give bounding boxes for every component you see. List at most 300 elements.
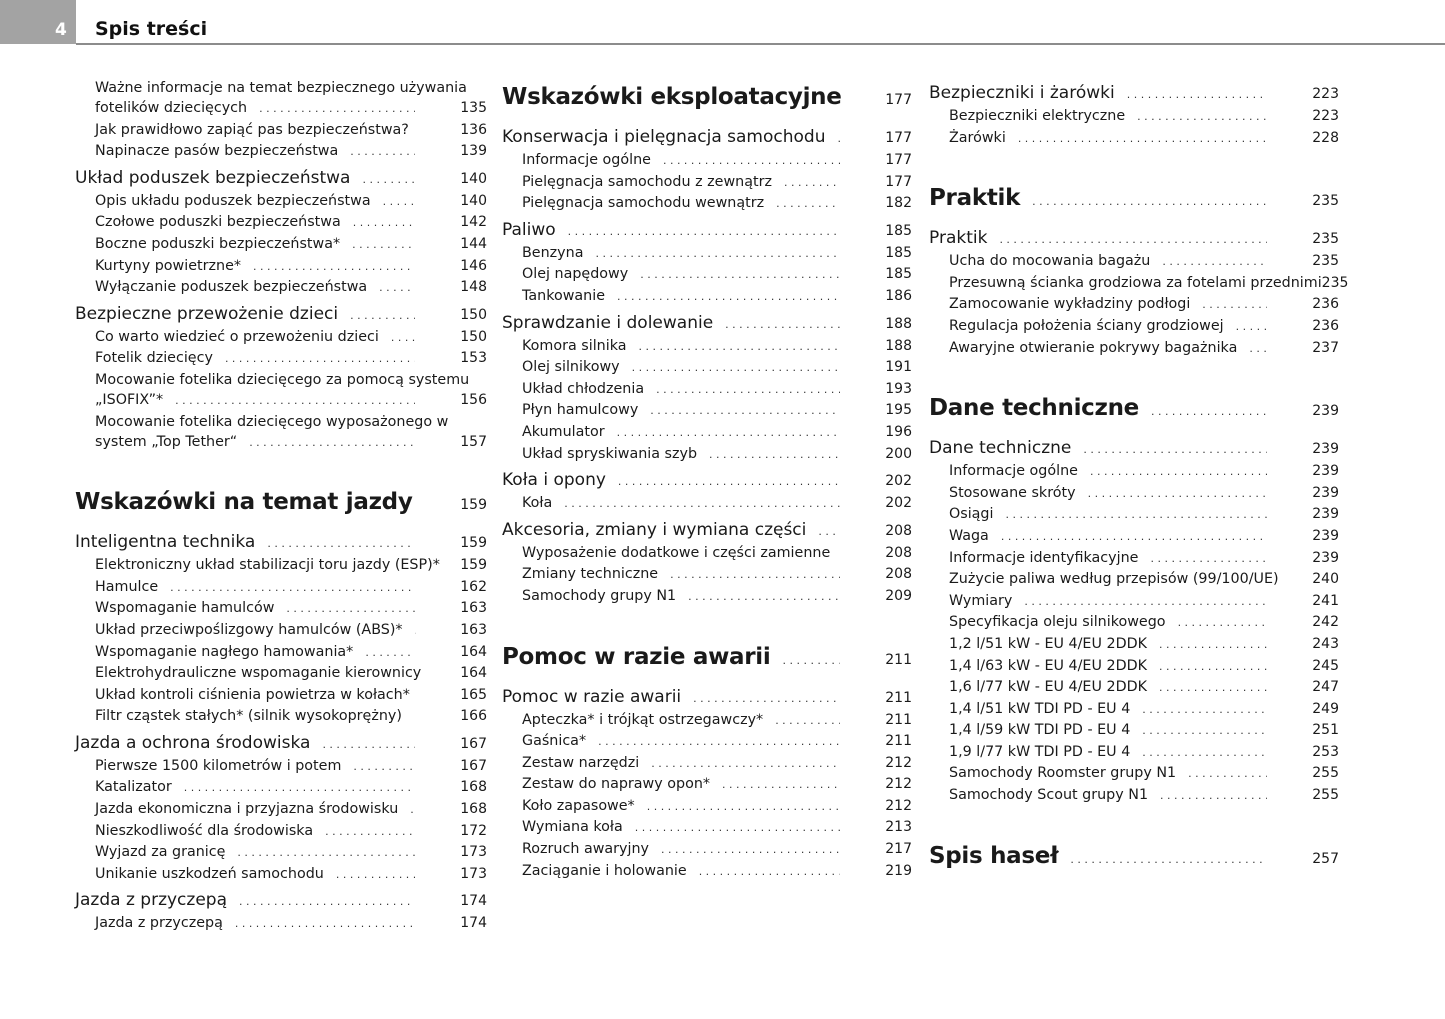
toc-entry-label: Zestaw narzędzi — [522, 754, 640, 771]
dot-leader — [1032, 183, 1267, 221]
toc-entry-page: 245 — [1312, 657, 1339, 674]
toc-entry-sub[interactable] — [75, 412, 487, 454]
toc-entry-page: 159 — [460, 497, 487, 514]
toc-entry-sub[interactable] — [502, 243, 912, 265]
toc-entry-label: Osiągi — [949, 506, 994, 523]
toc-entry-label: Układ chłodzenia — [522, 380, 645, 397]
dot-leader — [170, 577, 415, 599]
toc-entry-label: Układ poduszek bezpieczeństwa — [75, 167, 351, 188]
toc-entry-label: 1,9 l/77 kW TDI PD - EU 4 — [949, 743, 1131, 760]
toc-entry-sub[interactable] — [502, 336, 912, 358]
dot-leader — [617, 286, 840, 308]
toc-entry-page: 247 — [1312, 679, 1339, 696]
toc-entry-label: Kurtyny powietrzne* — [95, 257, 242, 274]
toc-entry-label: Bezpieczne przewożenie dzieci — [75, 303, 339, 324]
toc-entry-page: 153 — [460, 350, 487, 367]
toc-entry-label: Samochody grupy N1 — [522, 587, 677, 604]
toc-entry-sub[interactable] — [502, 861, 912, 883]
toc-entry-label: Nieszkodliwość dla środowiska — [95, 822, 314, 839]
toc-entry-label: Komora silnika — [522, 337, 627, 354]
dot-leader — [1070, 841, 1267, 879]
toc-entry-sub[interactable] — [929, 128, 1339, 150]
toc-entry-label: Pielęgnacja samochodu wewnątrz — [522, 195, 765, 212]
toc-entry-sub[interactable] — [502, 710, 912, 732]
toc-entry-label: Olej silnikowy — [522, 359, 620, 376]
toc-entry-section[interactable] — [75, 730, 487, 756]
toc-entry-chapter[interactable] — [929, 837, 1339, 875]
toc-entry-sub[interactable] — [75, 370, 487, 412]
toc-entry-section[interactable] — [502, 217, 912, 243]
toc-entry-label: 1,4 l/63 kW - EU 4/EU 2DDK — [949, 657, 1147, 674]
dot-leader — [286, 598, 415, 620]
toc-entry-label: Specyfikacja oleju silnikowego — [949, 614, 1166, 631]
dot-leader — [1083, 437, 1267, 463]
toc-entry-page: 212 — [885, 776, 912, 793]
toc-entry-label: Jazda ekonomiczna i przyjazna środowisku — [95, 801, 399, 818]
dot-leader — [362, 167, 415, 193]
dot-leader — [239, 889, 415, 915]
toc-entry-sub[interactable] — [502, 839, 912, 861]
dot-leader — [663, 150, 840, 172]
toc-entry-label: Opis układu poduszek bezpieczeństwa — [95, 192, 371, 209]
toc-entry-page: 223 — [1312, 108, 1339, 124]
toc-entry-page: 150 — [460, 328, 487, 345]
toc-entry-sub[interactable] — [929, 338, 1339, 360]
toc-entry-label: Akcesoria, zmiany i wymiana części — [502, 519, 807, 540]
toc-entry-page: 148 — [460, 279, 487, 296]
dot-leader — [353, 756, 415, 778]
dot-leader — [267, 531, 415, 557]
toc-entry-sub[interactable] — [929, 785, 1339, 807]
dot-leader — [617, 422, 840, 444]
toc-entry-sub[interactable] — [502, 493, 912, 515]
toc-entry-label: 1,4 l/51 kW TDI PD - EU 4 — [949, 700, 1131, 717]
toc-entry-label: 1,4 l/59 kW TDI PD - EU 4 — [949, 722, 1131, 739]
toc-entry-page: 211 — [885, 733, 912, 750]
toc-entry-label: Bezpieczniki i żarówki — [929, 83, 1115, 103]
toc-entry-sub[interactable] — [502, 774, 912, 796]
toc-entry-label: fotelików dziecięcych — [95, 100, 248, 116]
toc-entry-sub[interactable] — [929, 251, 1339, 273]
toc-entry-sub[interactable] — [929, 656, 1339, 678]
toc-entry-page: 202 — [885, 473, 912, 490]
toc-entry-label: Elektrohydrauliczne wspomaganie kierownicy — [95, 665, 422, 682]
dot-leader — [688, 586, 840, 608]
toc-entry-section[interactable] — [502, 310, 912, 336]
toc-entry-section[interactable] — [502, 124, 912, 150]
dot-leader — [564, 493, 840, 515]
toc-entry-page: 188 — [885, 315, 912, 332]
toc-entry-sub[interactable] — [75, 756, 487, 778]
toc-entry-page: 157 — [460, 433, 487, 450]
toc-entry-page: 177 — [885, 130, 912, 146]
dot-leader — [1142, 742, 1267, 764]
toc-entry-page: 163 — [460, 600, 487, 617]
toc-entry-page: 172 — [460, 822, 487, 839]
toc-entry-page: 208 — [885, 566, 912, 583]
toc-entry-page: 235 — [1312, 193, 1339, 210]
toc-entry-chapter[interactable] — [929, 389, 1339, 427]
toc-entry-label: Pomoc w razie awarii — [502, 686, 682, 707]
toc-entry-sub[interactable] — [929, 106, 1339, 128]
dot-leader — [1178, 612, 1267, 634]
toc-entry-sub[interactable] — [929, 699, 1339, 721]
toc-entry-label-line1: Ważne informacje na temat bezpiecznego używania — [95, 80, 467, 96]
dot-leader — [647, 796, 840, 818]
toc-entry-section[interactable] — [929, 225, 1339, 251]
toc-entry-label: Jazda a ochrona środowiska — [75, 732, 311, 753]
dot-leader — [325, 821, 415, 843]
toc-entry-section[interactable] — [75, 165, 487, 191]
toc-entry-page: 140 — [460, 170, 487, 187]
toc-entry-label: system „Top Tether“ — [95, 433, 238, 450]
toc-column-1 — [75, 78, 487, 935]
toc-entry-sub[interactable] — [502, 286, 912, 308]
toc-entry-page: 213 — [885, 819, 912, 836]
toc-entry-label: Benzyna — [522, 244, 584, 261]
toc-entry-page: 209 — [885, 587, 912, 604]
toc-entry-section[interactable] — [929, 80, 1339, 106]
toc-entry-page: 185 — [885, 222, 912, 239]
toc-entry-label-line1: Mocowanie fotelika dziecięcego wyposażonego w — [95, 413, 449, 430]
dot-leader — [1142, 699, 1267, 721]
toc-entry-sub[interactable] — [75, 642, 487, 664]
dot-leader — [784, 172, 840, 194]
toc-entry-label: Zestaw do naprawy opon* — [522, 776, 711, 793]
toc-entry-label: Pielęgnacja samochodu z zewnątrz — [522, 173, 772, 190]
dot-leader — [175, 390, 415, 412]
toc-entry-label: Wymiary — [949, 592, 1013, 609]
toc-entry-page: 200 — [885, 445, 912, 462]
toc-entry-chapter[interactable] — [75, 483, 487, 521]
toc-entry-page: 202 — [885, 495, 912, 512]
toc-entry-sub[interactable] — [929, 634, 1339, 656]
dot-leader — [259, 98, 415, 120]
toc-entry-sub[interactable] — [75, 821, 487, 843]
toc-entry-page: 142 — [460, 214, 487, 231]
toc-entry-page: 168 — [460, 801, 487, 818]
toc-column-2 — [502, 78, 912, 882]
toc-entry-sub[interactable] — [75, 777, 487, 799]
toc-entry-chapter[interactable] — [929, 179, 1339, 217]
toc-entry-page: 177 — [885, 173, 912, 190]
toc-entry-label: Hamulce — [95, 578, 159, 595]
dot-leader — [336, 864, 415, 886]
toc-entry-label: Żarówki — [949, 129, 1006, 146]
toc-entry-label: Informacje ogólne — [522, 152, 651, 168]
toc-entry-page: 173 — [460, 844, 487, 861]
toc-entry-label: Dane techniczne — [929, 438, 1072, 459]
toc-entry-sub[interactable] — [502, 150, 912, 172]
toc-entry-label: Wskazówki eksploatacyjne — [502, 84, 842, 110]
toc-entry-page: 235 — [1312, 253, 1339, 270]
toc-entry-sub[interactable] — [75, 842, 487, 864]
toc-entry-section[interactable] — [75, 887, 487, 913]
toc-entry-sub[interactable] — [75, 234, 487, 256]
toc-entry-sub[interactable] — [929, 273, 1349, 295]
toc-entry-page: 168 — [460, 779, 487, 796]
toc-entry-section[interactable] — [929, 435, 1339, 461]
toc-entry-label: Co warto wiedzieć o przewożeniu dzieci — [95, 328, 379, 345]
toc-entry-sub[interactable] — [75, 620, 487, 642]
toc-entry-page: 165 — [460, 686, 487, 703]
toc-entry-label: Przesuwną ścianka grodziowa za fotelami przednimi — [949, 274, 1322, 291]
toc-entry-label: Wyposażenie dodatkowe i części zamienne — [522, 544, 831, 561]
toc-entry-sub[interactable] — [502, 543, 912, 565]
dot-leader — [709, 444, 840, 466]
toc-entry-page: 239 — [1312, 549, 1339, 566]
toc-entry-label: Sprawdzanie i dolewanie — [502, 312, 714, 333]
toc-entry-label: Dane techniczne — [929, 395, 1139, 422]
toc-column-3 — [929, 78, 1349, 875]
toc-entry-sub[interactable] — [75, 577, 487, 599]
page-number: 4 — [55, 20, 67, 40]
toc-entry-section[interactable] — [502, 517, 912, 543]
toc-entry-label: Filtr cząstek stałych* (silnik wysokoprężny) — [95, 708, 402, 725]
toc-entry-label: Unikanie uszkodzeń samochodu — [95, 865, 324, 882]
toc-entry-page: 162 — [460, 578, 487, 595]
dot-leader — [410, 799, 415, 821]
toc-entry-sub[interactable] — [75, 120, 487, 142]
toc-entry-sub[interactable] — [75, 864, 487, 886]
toc-entry-sub[interactable] — [502, 422, 912, 444]
toc-entry-sub[interactable] — [929, 461, 1339, 483]
page-title: Spis treści — [95, 18, 208, 40]
dot-leader — [352, 234, 415, 256]
toc-entry-page: 166 — [460, 708, 487, 725]
toc-entry-label: Stosowane skróty — [949, 484, 1076, 501]
toc-entry-page: 136 — [460, 121, 487, 138]
toc-entry-sub[interactable] — [502, 193, 912, 215]
toc-entry-label: Informacje ogólne — [949, 463, 1078, 480]
toc-entry-page: 177 — [885, 152, 912, 168]
toc-entry-page: 239 — [1312, 441, 1339, 458]
toc-entry-section[interactable] — [75, 301, 487, 327]
dot-leader — [1160, 785, 1267, 807]
toc-entry-sub[interactable] — [502, 379, 912, 401]
toc-entry-page: 236 — [1312, 317, 1339, 334]
toc-entry-page: 174 — [460, 915, 487, 932]
toc-entry-page: 135 — [460, 100, 487, 116]
dot-leader — [414, 706, 415, 728]
toc-entry-page: 195 — [885, 402, 912, 419]
toc-entry-page: 208 — [885, 544, 912, 561]
toc-entry-sub[interactable] — [929, 612, 1339, 634]
toc-entry-sub[interactable] — [502, 172, 912, 194]
dot-leader — [670, 564, 840, 586]
dot-leader — [595, 243, 840, 265]
toc-entry-page: 255 — [1312, 787, 1339, 804]
toc-entry-page: 174 — [460, 893, 487, 910]
toc-entry-sub[interactable] — [75, 685, 487, 707]
toc-entry-label: Koło zapasowe* — [522, 797, 635, 814]
toc-entry-sub[interactable] — [929, 720, 1339, 742]
dot-leader — [350, 141, 415, 163]
toc-entry-sub[interactable] — [502, 586, 912, 608]
toc-entry-page: 191 — [885, 359, 912, 376]
toc-entry-page: 212 — [885, 797, 912, 814]
dot-leader — [1090, 461, 1267, 483]
dot-leader — [253, 256, 415, 278]
header-divider — [76, 43, 1445, 45]
toc-entry-label: Gaśnica* — [522, 733, 587, 750]
dot-leader — [618, 469, 840, 495]
toc-entry-page: 217 — [885, 841, 912, 858]
dot-leader — [632, 357, 840, 379]
toc-entry-sub[interactable] — [929, 677, 1339, 699]
toc-entry-sub[interactable] — [75, 141, 487, 163]
toc-entry-sub[interactable] — [929, 763, 1339, 785]
toc-entry-label: Olej napędowy — [522, 266, 629, 283]
toc-entry-sub[interactable] — [502, 731, 912, 753]
toc-entry-sub[interactable] — [502, 796, 912, 818]
toc-entry-page: 139 — [460, 143, 487, 160]
toc-entry-label: Wymiana koła — [522, 819, 623, 836]
dot-leader — [699, 861, 840, 883]
dot-leader — [638, 336, 840, 358]
toc-entry-section[interactable] — [75, 529, 487, 555]
toc-entry-page: 239 — [1312, 506, 1339, 523]
dot-leader — [661, 839, 840, 861]
toc-entry-page: 239 — [1312, 484, 1339, 501]
toc-entry-page: 239 — [1312, 403, 1339, 420]
toc-entry-label: Układ spryskiwania szyb — [522, 445, 698, 462]
dot-leader — [999, 227, 1267, 253]
toc-entry-page: 237 — [1312, 339, 1339, 356]
toc-entry-page: 177 — [885, 92, 912, 108]
toc-entry-sub[interactable] — [75, 348, 487, 370]
toc-entry-sub[interactable] — [502, 753, 912, 775]
toc-entry-sub[interactable] — [929, 483, 1339, 505]
dot-leader — [837, 126, 840, 152]
toc-entry-page: 186 — [885, 287, 912, 304]
toc-entry-label: Inteligentna technika — [75, 532, 256, 553]
toc-entry-label: Pierwsze 1500 kilometrów i potem — [95, 757, 342, 774]
toc-entry-sub[interactable] — [502, 357, 912, 379]
toc-entry-page: 239 — [1312, 527, 1339, 544]
dot-leader — [1151, 393, 1267, 431]
toc-entry-page: 228 — [1312, 129, 1339, 146]
toc-entry-sub[interactable] — [502, 444, 912, 466]
dot-leader — [1024, 591, 1267, 613]
dot-leader — [235, 913, 415, 935]
toc-entry-page: 257 — [1312, 850, 1339, 867]
toc-entry-label: Zużycie paliwa według przepisów (99/100/UE) — [949, 571, 1279, 588]
toc-entry-sub[interactable] — [929, 742, 1339, 764]
toc-entry-sub[interactable] — [929, 294, 1339, 316]
toc-entry-page: 164 — [460, 643, 487, 660]
toc-entry-section[interactable] — [502, 684, 912, 710]
toc-entry-label: Koła — [522, 495, 553, 512]
toc-entry-label: Tankowanie — [522, 287, 605, 304]
toc-entry-sub[interactable] — [75, 663, 487, 685]
toc-entry-sub[interactable] — [75, 799, 487, 821]
toc-entry-label-line1: Mocowanie fotelika dziecięcego za pomocą systemu — [95, 371, 470, 388]
toc-entry-sub[interactable] — [502, 400, 912, 422]
toc-entry-sub[interactable] — [75, 191, 487, 213]
toc-entry-label: Elektroniczny układ stabilizacji toru jazdy (ESP)* — [95, 557, 440, 574]
toc-entry-sub[interactable] — [929, 316, 1339, 338]
dot-leader — [249, 432, 415, 454]
toc-entry-page: 255 — [1312, 765, 1339, 782]
toc-entry-sub[interactable] — [929, 504, 1339, 526]
dot-leader — [1236, 316, 1267, 338]
toc-entry-chapter[interactable] — [502, 638, 912, 676]
toc-entry-label: Układ kontroli ciśnienia powietrza w kołach* — [95, 686, 410, 703]
dot-leader — [598, 731, 840, 753]
toc-entry-label: „ISOFIX”* — [95, 391, 164, 408]
dot-leader — [237, 842, 415, 864]
toc-entry-label: Zmiany techniczne — [522, 566, 659, 583]
toc-entry-sub[interactable] — [75, 277, 487, 299]
dot-leader — [1018, 128, 1267, 150]
toc-entry-label: Konserwacja i pielęgnacja samochodu — [502, 127, 826, 147]
toc-entry-sub[interactable] — [75, 598, 487, 620]
dot-leader — [1005, 504, 1267, 526]
dot-leader — [184, 777, 415, 799]
toc-entry-page: 212 — [885, 754, 912, 771]
toc-entry-sub[interactable] — [502, 564, 912, 586]
toc-entry-label: Jazda z przyczepą — [75, 890, 227, 911]
toc-entry-label: Samochody Roomster grupy N1 — [949, 765, 1177, 782]
toc-entry-page: 193 — [885, 380, 912, 397]
toc-entry-label: Czołowe poduszki bezpieczeństwa — [95, 214, 341, 231]
toc-entry-label: Akumulator — [522, 423, 605, 440]
toc-entry-page: 251 — [1312, 722, 1339, 739]
toc-entry-label: Katalizator — [95, 779, 172, 796]
toc-entry-label: Napinacze pasów bezpieczeństwa — [95, 143, 339, 160]
toc-entry-sub[interactable] — [75, 327, 487, 349]
toc-entry-sub[interactable] — [75, 913, 487, 935]
toc-entry-page: 156 — [460, 391, 487, 408]
dot-leader — [640, 264, 840, 286]
toc-entry-sub[interactable] — [929, 569, 1339, 591]
toc-entry-page: 144 — [460, 235, 487, 252]
dot-leader — [1159, 677, 1267, 699]
toc-entry-section[interactable] — [502, 467, 912, 493]
toc-entry-label: Regulacja położenia ściany grodziowej — [949, 317, 1224, 334]
toc-entry-page: 167 — [460, 735, 487, 752]
toc-entry-label: Rozruch awaryjny — [522, 841, 649, 858]
toc-entry-sub[interactable] — [502, 817, 912, 839]
toc-entry-sub[interactable] — [75, 256, 487, 278]
toc-entry-sub[interactable] — [75, 555, 487, 577]
toc-entry-page: 211 — [885, 651, 912, 668]
toc-entry-sub[interactable] — [929, 591, 1339, 613]
toc-entry-label: Pomoc w razie awarii — [502, 643, 771, 670]
toc-entry-sub[interactable] — [502, 264, 912, 286]
toc-entry-page: 223 — [1312, 86, 1339, 102]
toc-entry-chapter[interactable] — [502, 78, 912, 116]
dot-leader — [650, 400, 840, 422]
toc-entry-sub[interactable] — [929, 548, 1339, 570]
toc-entry-label: Zamocowanie wykładziny podłogi — [949, 296, 1191, 313]
toc-entry-page: 167 — [460, 757, 487, 774]
toc-entry-sub[interactable] — [75, 212, 487, 234]
toc-entry-label: Waga — [949, 527, 989, 544]
toc-entry-page: 219 — [885, 862, 912, 879]
toc-entry-page: 211 — [885, 689, 912, 706]
toc-entry-label: Wskazówki na temat jazdy — [75, 489, 413, 516]
dot-leader — [1202, 294, 1267, 316]
toc-entry-page: 211 — [885, 711, 912, 728]
toc-entry-sub[interactable] — [75, 706, 487, 728]
toc-entry-sub[interactable] — [929, 526, 1339, 548]
toc-entry-label: Jazda z przyczepą — [95, 915, 223, 932]
toc-entry-page: 159 — [460, 557, 487, 574]
dot-leader — [635, 817, 840, 839]
toc-entry-sub[interactable] — [75, 78, 487, 120]
